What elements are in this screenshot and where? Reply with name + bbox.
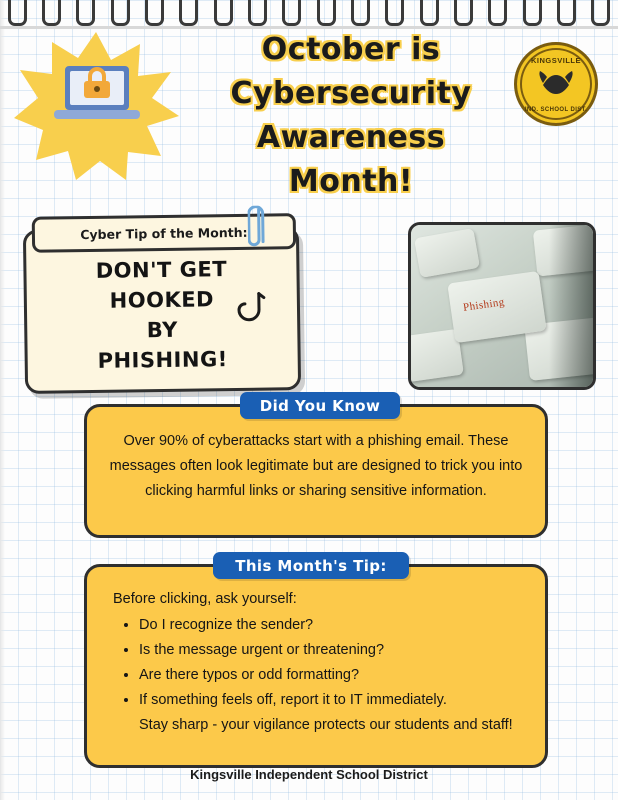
tip-card-line-1: DON'T GET (95, 257, 228, 283)
months-tip-closing: Stay sharp - your vigilance protects our students and staff! (139, 717, 513, 733)
spiral-ring (454, 0, 473, 26)
cyber-tip-card-header-label: Cyber Tip of the Month: (80, 224, 248, 242)
keyboard-key (414, 228, 480, 278)
list-item: • Do I recognize the sender? (139, 613, 547, 637)
photo-background (411, 225, 593, 387)
spiral-ring (8, 0, 27, 26)
spiral-ring (523, 0, 542, 26)
paperclip-icon (248, 205, 271, 251)
spiral-ring (111, 0, 130, 26)
list-item: • Is the message urgent or threatening? (139, 638, 547, 662)
fish-hook-icon (237, 291, 272, 333)
did-you-know-heading-label: Did You Know (259, 396, 381, 415)
spiral-ring (76, 0, 95, 26)
title-line-1: October is (261, 32, 441, 67)
spiral-ring (179, 0, 198, 26)
photo-key-label: Phishing (462, 296, 506, 314)
list-item: • Are there typos or odd formatting? (139, 663, 547, 687)
seal-bottom-text: IND. SCHOOL DIST. (524, 107, 588, 113)
months-tip-heading (213, 552, 409, 579)
spiral-ring (145, 0, 164, 26)
did-you-know-box (84, 404, 548, 538)
seal-top-text: KINGSVILLE (530, 56, 581, 65)
spiral-ring (42, 0, 61, 26)
did-you-know-heading (240, 392, 400, 419)
spiral-ring (591, 0, 610, 26)
tip-card-line-4: PHISHING! (97, 347, 228, 373)
footer-district-name: Kingsville Independent School District (190, 767, 428, 782)
page-left-edge (0, 0, 5, 800)
tip-card-line-2: HOOKED (109, 287, 215, 313)
months-tip-heading-label: This Month's Tip: (235, 556, 387, 575)
spiral-ring (557, 0, 576, 26)
kingsville-isd-seal (514, 42, 598, 126)
spiral-ring (317, 0, 336, 26)
spiral-ring (420, 0, 439, 26)
spiral-ring (214, 0, 233, 26)
phishing-keyboard-photo (408, 222, 596, 390)
spiral-ring (282, 0, 301, 26)
did-you-know-body: Over 90% of cyberattacks start with a phishing email. These messages often look legitimate but are designed to trick you into clicking harmful links or sharing sensitive information. (109, 433, 523, 499)
spiral-ring (248, 0, 267, 26)
months-tip-list (113, 613, 547, 738)
title-line-2: Cybersecurity (230, 76, 472, 111)
page-title (196, 28, 506, 204)
photo-vignette (549, 225, 593, 387)
tip-card-line-3: BY (146, 317, 178, 343)
laptop-lock-icon (54, 62, 140, 134)
months-tip-intro: Before clicking, ask yourself: (113, 591, 297, 607)
spiral-ring (488, 0, 507, 26)
title-line-3: Awareness Month! (256, 120, 446, 199)
spiral-ring (385, 0, 404, 26)
spiral-ring (351, 0, 370, 26)
cyber-tip-card (23, 226, 301, 394)
months-tip-box (84, 564, 548, 768)
list-item: • If something feels off, report it to IT immediately. (139, 688, 547, 712)
